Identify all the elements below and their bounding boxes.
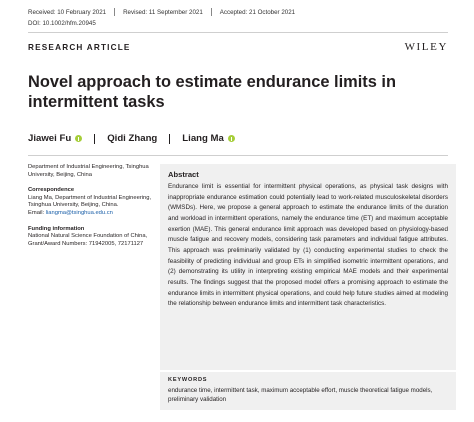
author-name: Liang Ma — [182, 133, 224, 144]
article-info-sidebar — [28, 164, 158, 256]
keywords-heading: KEYWORDS — [168, 377, 208, 383]
author-fu[interactable] — [28, 133, 82, 144]
author-divider — [28, 155, 448, 156]
received-date: Received: 10 February 2021 — [28, 8, 107, 16]
funding-text: National Natural Science Foundation of China, Grant/Award Numbers: 71942005, 72171127 — [28, 233, 148, 247]
affiliation: Department of Industrial Engineering, Tsinghua University, Beijing, China — [28, 164, 149, 178]
author-zhang[interactable] — [107, 133, 157, 144]
author-name: Qidi Zhang — [107, 133, 158, 144]
email-label: Email: — [28, 209, 45, 216]
date-separator — [114, 8, 115, 16]
email-link[interactable]: liangma@tsinghua.edu.cn — [45, 209, 113, 216]
abstract-text: Endurance limit is essential for intermittent physical operations, as physical task designs with inappropriate endurance estimation could potentially lead to work-related musculoskeletal disorders (WMSDs). Here, we propose a general approach to estimate the endurance limits of the duration and workload in intermittent operations, namely the endurance time (ET) and maximum acceptable exertion (MAE). This general endurance limit approach was developed based on physiology-based muscle fatigue and recovery models, considering task parameters and individual fatigue attributes. This approach was preliminarily validated by (1) conducting experimental studies to check the feasibility of predicting individual and group ETs in simplified isometric intermittent operations, and (2) demonstrating its utility in interpreting existing empirical MAE models and their experimental results. The findings suggest that the proposed model offers a promising approach to estimate the endurance limits in intermittent physical operations, and could help future studies aimed at modeling the relationship between endurance limits and intermittent task characteristics. — [168, 183, 448, 308]
article-type: RESEARCH ARTICLE — [28, 43, 131, 52]
accepted-date: Accepted: 21 October 2021 — [219, 8, 296, 16]
correspondence — [28, 187, 158, 217]
keywords-section — [160, 372, 456, 410]
article-title: Novel approach to estimate endurance limits in intermittent tasks — [28, 73, 396, 111]
author-list — [28, 133, 235, 144]
correspondence-text: Liang Ma, Department of Industrial Engineering, Tsinghua University, Beijing, China. — [28, 194, 152, 209]
keywords-text: endurance time, intermittent task, maximum acceptable effort, muscle theoretical fatigue models, preliminary validation — [168, 387, 433, 404]
abstract-heading: Abstract — [168, 170, 199, 179]
funding-heading: Funding information — [28, 225, 85, 232]
doi[interactable]: DOI: 10.1002/hfm.20945 — [28, 20, 96, 27]
correspondence-email-line — [28, 210, 158, 218]
article-dates — [28, 8, 295, 16]
author-name: Jiawei Fu — [28, 133, 72, 144]
date-separator — [211, 8, 212, 16]
revised-date: Revised: 11 September 2021 — [123, 8, 203, 16]
publisher-logo: WILEY — [404, 41, 448, 53]
orcid-icon[interactable] — [75, 135, 82, 142]
abstract-section — [160, 164, 456, 370]
author-ma[interactable] — [182, 133, 235, 144]
correspondence-heading: Correspondence — [28, 187, 75, 194]
top-divider — [28, 32, 448, 33]
author-separator — [169, 134, 170, 144]
orcid-icon[interactable] — [228, 135, 235, 142]
funding — [28, 226, 158, 249]
author-separator — [94, 134, 95, 144]
